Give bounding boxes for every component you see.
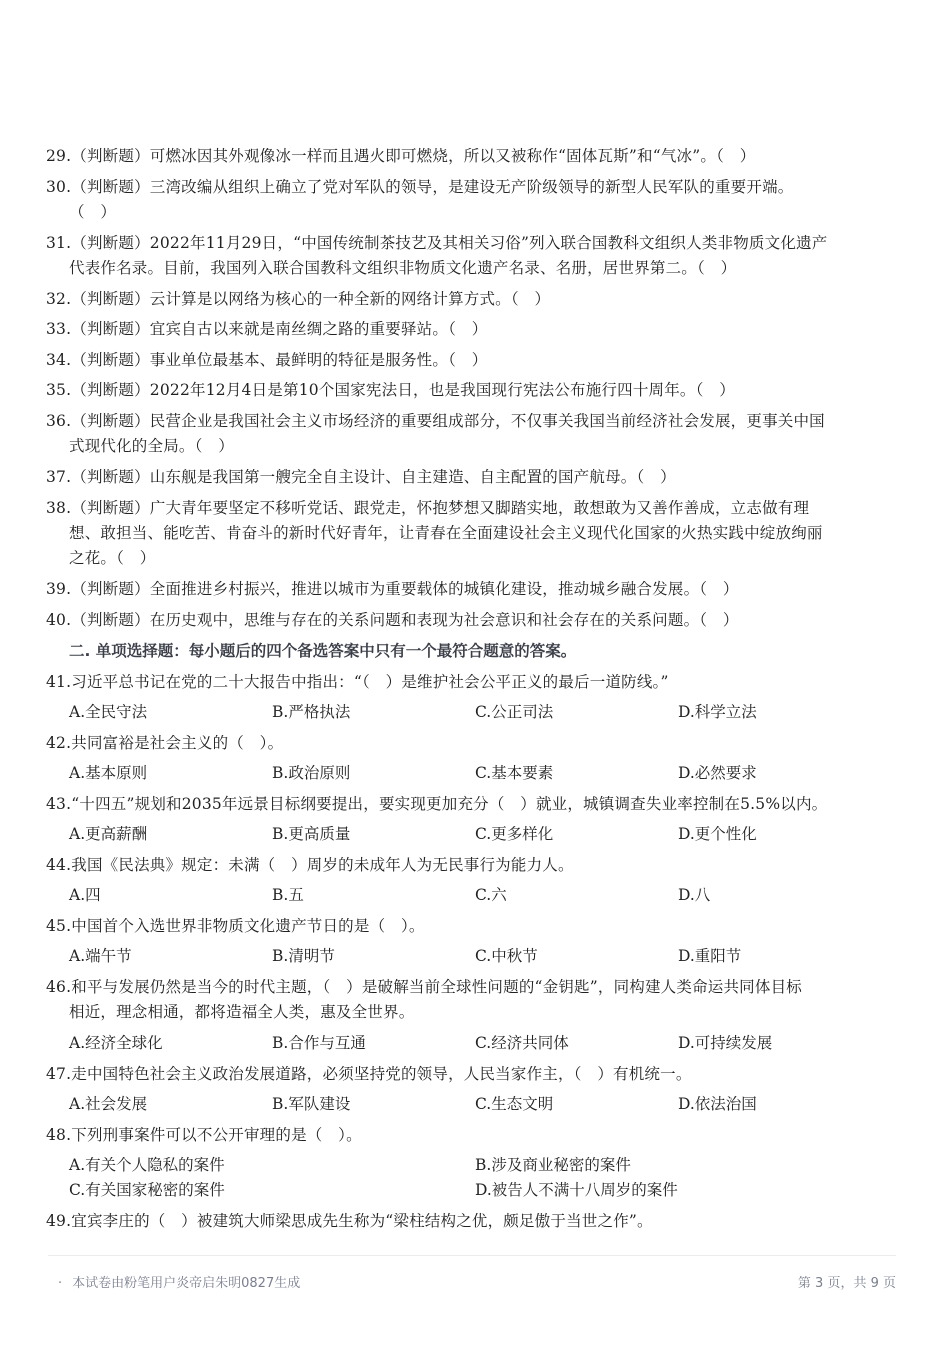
question-number: 43. <box>46 795 72 813</box>
question-text: 民营企业是我国社会主义市场经济的重要组成部分，不仅事关我国当前经济社会发展，更事关中国 <box>149 412 825 430</box>
question-text: 2022年12月4日是第10个国家宪法日，也是我国现行宪法公布施行四十周年。（ ） <box>149 381 735 399</box>
option-c: C.六 <box>475 886 507 904</box>
question-type: （判断题） <box>71 320 150 338</box>
question-number: 45. <box>46 917 72 935</box>
option-b: B.清明节 <box>272 947 335 965</box>
question-number: 35. <box>46 381 72 399</box>
question-text: 全面推进乡村振兴，推进以城市为重要载体的城镇化建设，推动城乡融合发展。（ ） <box>149 580 739 598</box>
question-type: （判断题） <box>71 290 150 308</box>
option-b: B.涉及商业秘密的案件 <box>475 1156 631 1174</box>
question-text: 我国《民法典》规定：未满（ ）周岁的未成年人为无民事行为能力人。 <box>71 856 574 874</box>
question-text-cont: 式现代化的全局。（ ） <box>69 437 234 455</box>
option-d: D.更个性化 <box>678 825 757 843</box>
page-indicator: 第 3 页，共 9 页 <box>797 1276 896 1291</box>
question-text: 宜宾自古以来就是南丝绸之路的重要驿站。（ ） <box>149 320 488 338</box>
question-number: 42. <box>46 734 72 752</box>
question-number: 49. <box>46 1212 72 1230</box>
question-type: （判断题） <box>71 580 150 598</box>
question-text: 中国首个入选世界非物质文化遗产节日的是（ ）。 <box>71 917 425 935</box>
option-a: A.四 <box>69 886 101 904</box>
option-a: A.基本原则 <box>69 764 148 782</box>
question-text: 2022年11月29日，“中国传统制茶技艺及其相关习俗”列入联合国教科文组织人类非物质文化遗产 <box>149 234 828 252</box>
question-number: 30. <box>46 178 72 196</box>
option-d: D.重阳节 <box>678 947 742 965</box>
option-d: D.依法治国 <box>678 1095 757 1113</box>
option-b: B.政治原则 <box>272 764 351 782</box>
question-type: （判断题） <box>71 351 150 369</box>
footer-generated-text: 本试卷由粉笔用户炎帝启朱明0827生成 <box>72 1276 301 1291</box>
question-type: （判断题） <box>71 147 150 165</box>
option-c: C.中秋节 <box>475 947 538 965</box>
question-type: （判断题） <box>71 381 150 399</box>
option-b: B.严格执法 <box>272 703 351 721</box>
option-d: D.科学立法 <box>678 703 757 721</box>
bullet-icon: · <box>58 1276 63 1291</box>
question-type: （判断题） <box>71 611 150 629</box>
question-number: 33. <box>46 320 72 338</box>
question-text: 宜宾李庄的（ ）被建筑大师梁思成先生称为“梁柱结构之优，颇足傲于当世之作”。 <box>71 1212 653 1230</box>
question-number: 40. <box>46 611 72 629</box>
option-b: B.合作与互通 <box>272 1034 366 1052</box>
question-text: 下列刑事案件可以不公开审理的是（ ）。 <box>71 1126 362 1144</box>
question-number: 48. <box>46 1126 72 1144</box>
question-text: 共同富裕是社会主义的（ ）。 <box>71 734 284 752</box>
question-text-cont: 想、敢担当、能吃苦、肯奋斗的新时代好青年，让青春在全面建设社会主义现代化国家的火热实践中绽放绚丽 <box>69 524 823 542</box>
option-a: A.端午节 <box>69 947 132 965</box>
question-number: 36. <box>46 412 72 430</box>
question-text: 走中国特色社会主义政治发展道路，必须坚持党的领导，人民当家作主，（ ）有机统一。 <box>71 1065 692 1083</box>
option-d: D.可持续发展 <box>678 1034 773 1052</box>
option-d: D.八 <box>678 886 711 904</box>
question-text: 可燃冰因其外观像冰一样而且遇火即可燃烧，所以又被称作“固体瓦斯”和“气冰”。（ ） <box>149 147 756 165</box>
question-type: （判断题） <box>71 468 150 486</box>
question-type: （判断题） <box>71 499 150 517</box>
question-text: 广大青年要坚定不移听党话、跟党走，怀抱梦想又脚踏实地，敢想敢为又善作善成，立志做有理 <box>149 499 810 517</box>
question-text: “十四五”规划和2035年远景目标纲要提出，要实现更加充分（ ）就业，城镇调查失业率控制在5.5%以内。 <box>71 795 828 813</box>
footer-divider <box>48 1255 896 1256</box>
section-heading: 二. 单项选择题：每小题后的四个备选答案中只有一个最符合题意的答案。 <box>69 642 577 660</box>
question-type: （判断题） <box>71 178 150 196</box>
question-text: 事业单位最基本、最鲜明的特征是服务性。（ ） <box>149 351 488 369</box>
option-c: C.更多样化 <box>475 825 554 843</box>
question-text-cont: 之花。（ ） <box>69 549 156 567</box>
question-text: 习近平总书记在党的二十大报告中指出：“（ ）是维护社会公平正义的最后一道防线。” <box>71 673 669 691</box>
question-text-cont: 代表作名录。目前，我国列入联合国教科文组织非物质文化遗产名录、名册，居世界第二。（ ） <box>69 259 737 277</box>
question-text-cont: 相近，理念相通，都将造福全人类，惠及全世界。 <box>69 1003 415 1021</box>
question-number: 39. <box>46 580 72 598</box>
question-number: 46. <box>46 978 72 996</box>
question-text-cont: （ ） <box>69 203 117 221</box>
question-text: 和平与发展仍然是当今的时代主题，（ ）是破解当前全球性问题的“金钥匙”，同构建人类命运共同体目标 <box>71 978 802 996</box>
option-b: B.军队建设 <box>272 1095 351 1113</box>
footer-generated-by <box>58 1272 300 1291</box>
option-c: C.经济共同体 <box>475 1034 569 1052</box>
question-number: 32. <box>46 290 72 308</box>
option-a: A.全民守法 <box>69 703 148 721</box>
question-number: 47. <box>46 1065 72 1083</box>
option-c: C.有关国家秘密的案件 <box>69 1181 225 1199</box>
option-a: A.社会发展 <box>69 1095 148 1113</box>
option-a: A.更高薪酬 <box>69 825 148 843</box>
question-number: 37. <box>46 468 72 486</box>
option-b: B.更高质量 <box>272 825 351 843</box>
question-text: 云计算是以网络为核心的一种全新的网络计算方式。（ ） <box>149 290 551 308</box>
question-number: 34. <box>46 351 72 369</box>
question-text: 在历史观中，思维与存在的关系问题和表现为社会意识和社会存在的关系问题。（ ） <box>149 611 739 629</box>
question-number: 29. <box>46 147 72 165</box>
question-type: （判断题） <box>71 412 150 430</box>
question-text: 山东舰是我国第一艘完全自主设计、自主建造、自主配置的国产航母。（ ） <box>149 468 676 486</box>
option-b: B.五 <box>272 886 304 904</box>
question-text: 三湾改编从组织上确立了党对军队的领导，是建设无产阶级领导的新型人民军队的重要开端。 <box>149 178 794 196</box>
question-type: （判断题） <box>71 234 150 252</box>
option-c: C.基本要素 <box>475 764 554 782</box>
question-number: 31. <box>46 234 72 252</box>
option-a: A.有关个人隐私的案件 <box>69 1156 225 1174</box>
option-c: C.生态文明 <box>475 1095 554 1113</box>
option-a: A.经济全球化 <box>69 1034 163 1052</box>
question-number: 41. <box>46 673 72 691</box>
option-d: D.必然要求 <box>678 764 757 782</box>
option-c: C.公正司法 <box>475 703 554 721</box>
option-d: D.被告人不满十八周岁的案件 <box>475 1181 678 1199</box>
question-number: 38. <box>46 499 72 517</box>
question-number: 44. <box>46 856 72 874</box>
